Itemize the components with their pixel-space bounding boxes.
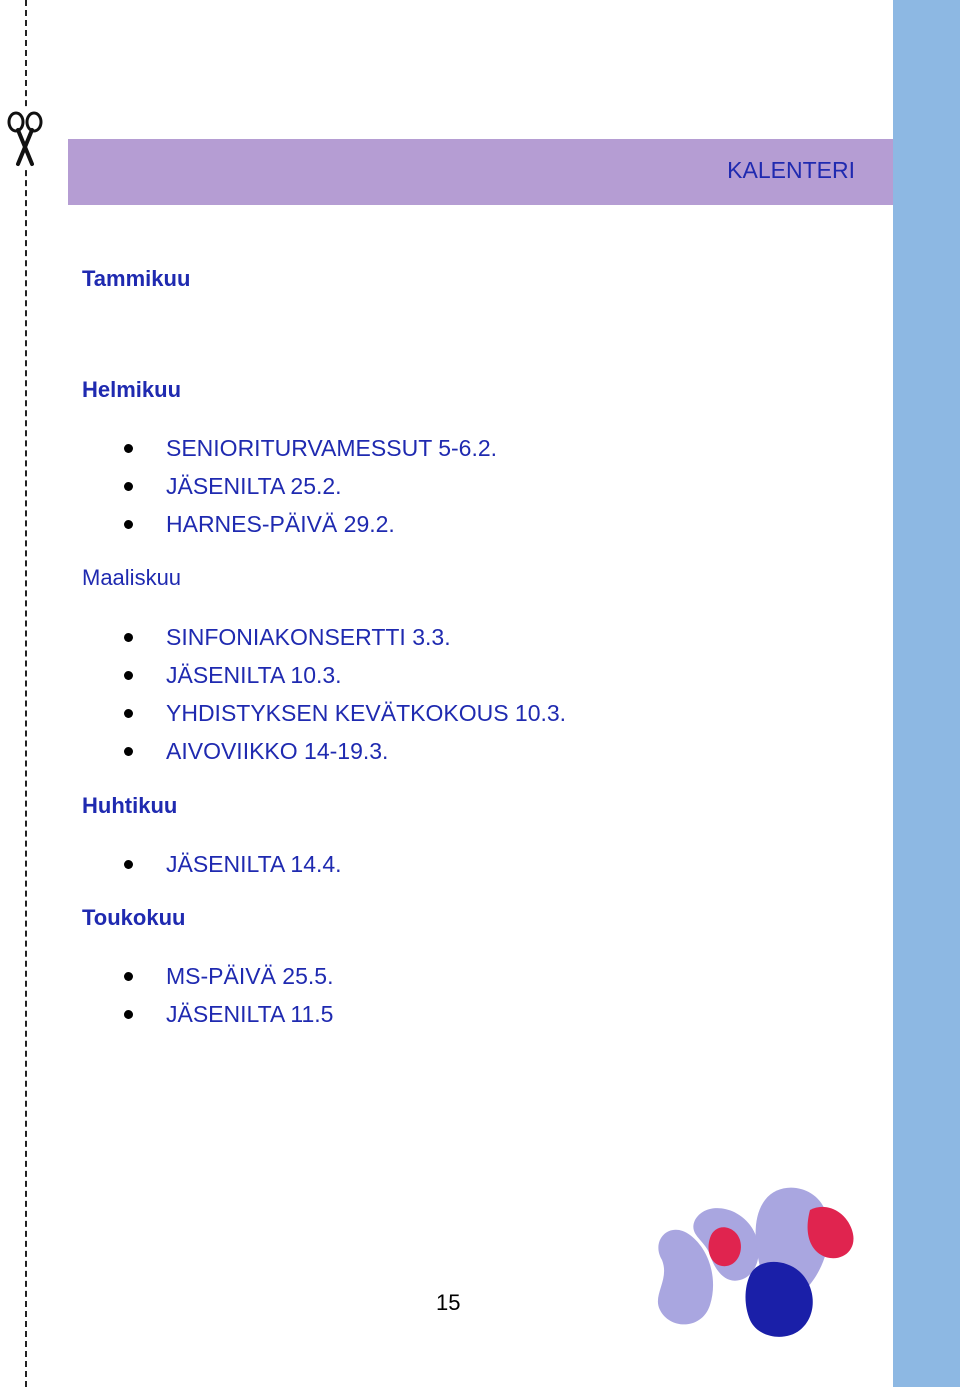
list-item: SENIORITURVAMESSUT 5-6.2.	[124, 429, 497, 467]
month-heading-huhtikuu: Huhtikuu	[82, 793, 178, 818]
list-item: AIVOVIIKKO 14-19.3.	[124, 732, 566, 770]
month-heading-toukokuu: Toukokuu	[82, 905, 186, 930]
header-band	[68, 139, 893, 205]
page-number: 15	[436, 1290, 461, 1315]
right-side-bar	[893, 0, 960, 1387]
list-item: YHDISTYKSEN KEVÄTKOKOUS 10.3.	[124, 694, 566, 732]
month-heading-tammikuu: Tammikuu	[82, 266, 191, 291]
list-item: MS-PÄIVÄ 25.5.	[124, 957, 333, 995]
scissors-icon	[4, 108, 44, 168]
logo-blobs-icon	[640, 1180, 880, 1350]
event-list-maaliskuu	[124, 618, 566, 770]
event-list-huhtikuu	[124, 845, 342, 883]
month-heading-helmikuu: Helmikuu	[82, 377, 182, 402]
list-item: SINFONIAKONSERTTI 3.3.	[124, 618, 566, 656]
event-list-toukokuu	[124, 957, 333, 1033]
list-item: JÄSENILTA 14.4.	[124, 845, 342, 883]
list-item: HARNES-PÄIVÄ 29.2.	[124, 505, 497, 543]
month-heading-maaliskuu: Maaliskuu	[82, 565, 182, 590]
cut-line	[25, 0, 27, 1387]
list-item: JÄSENILTA 11.5	[124, 995, 333, 1033]
event-list-helmikuu	[124, 429, 497, 543]
page-title: KALENTERI	[727, 157, 855, 183]
list-item: JÄSENILTA 10.3.	[124, 656, 566, 694]
list-item: JÄSENILTA 25.2.	[124, 467, 497, 505]
